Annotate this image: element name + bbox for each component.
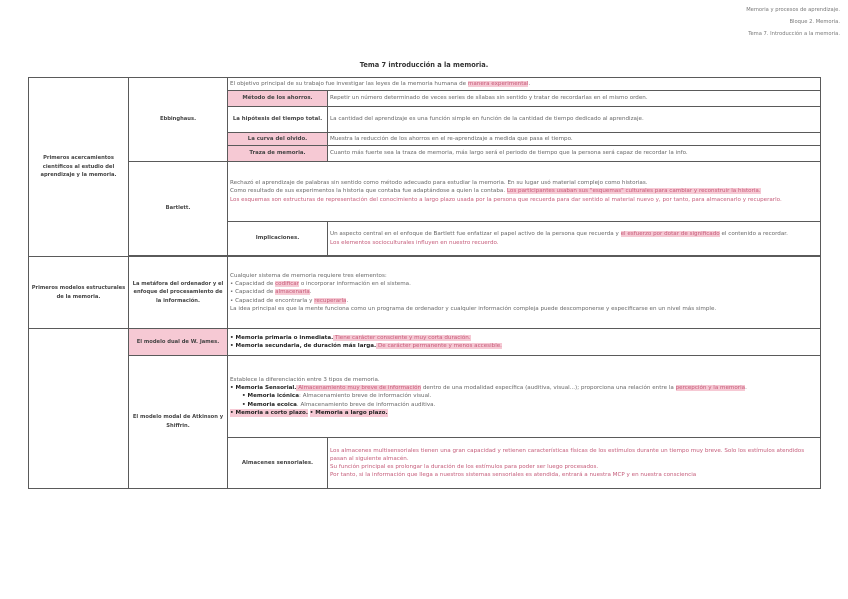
modal-model-description: Establece la diferenciación entre 3 tipos de memoria. • Memoria Sensorial. Almacenamiento muy breve de información dentro de una modalidad específica (auditiva, visual...); proporciona una relación entre la percepción y la memoria. • Memoria icónica: Almacenamiento breve de información visual. • Memoria ecoica. Almacenamiento breve de información auditiva. • Memoria a corto plazo. • Memoria a largo plazo. xyxy=(228,356,821,438)
def-sensory-stores: Los almacenes multisensoriales tienen una gran capacidad y retienen características físicas de los estímulos durante un tiempo muy breve. Solo los estímulos atendidos pasan al siguiente almacén. Su función principal es prolongar la duración de los estímulos para poder ser luego procesados. Por tanto, si la información que llega a nuestros sistemas sensoriales es atendida, entrará a nuestra MCP y en nuestra consciencia xyxy=(328,438,821,489)
section-label-empty xyxy=(29,329,129,489)
author-bartlett: Bartlett. xyxy=(129,162,228,256)
document-header xyxy=(746,4,840,40)
def-total-time-hypothesis: La cantidad del aprendizaje es una función simple en función de la cantidad de tiempo dedicado al aprendizaje. xyxy=(328,107,821,133)
term-savings-method: Método de los ahorros. xyxy=(228,91,328,107)
term-total-time-hypothesis: La hipótesis del tiempo total. xyxy=(228,107,328,133)
computer-metaphor: La metáfora del ordenador y el enfoque del procesamiento de la información. xyxy=(129,257,228,329)
def-savings-method: Repetir un número determinado de veces series de sílabas sin sentido y tratar de recordarlas en el mismo orden. xyxy=(328,91,821,107)
def-memory-trace: Cuanto más fuerte sea la traza de memoria, más largo será el periodo de tiempo que la persona será capaz de recordar la info. xyxy=(328,146,821,162)
summary-table xyxy=(28,77,821,489)
def-forgetting-curve: Muestra la reducción de los ahorros en el re-aprendizaje a medida que pasa el tiempo. xyxy=(328,133,821,146)
computer-metaphor-description: Cualquier sistema de memoria requiere tres elementos: • Capacidad de codificar o incorporar información en el sistema. • Capacidad de almacenarla. • Capacidad de encontrarla y recuperarla. La idea principal es que la mente funciona como un programa de ordenador y cualquier información compleja puede descomponerse y especificarse en un nivel más simple. xyxy=(228,257,821,329)
model-dual-james: El modelo dual de W. James. xyxy=(129,329,228,356)
term-sensory-stores: Almacenes sensoriales. xyxy=(228,438,328,489)
term-memory-trace: Traza de memoria. xyxy=(228,146,328,162)
term-implications: Implicaciones. xyxy=(228,222,328,256)
dual-model-description: • Memoria primaria o inmediata. Tiene carácter consciente y muy corta duración. • Memoria secundaria, de duración más larga. De carácter permanente y menos accesible. xyxy=(228,329,821,356)
def-implications: Un aspecto central en el enfoque de Bartlett fue enfatizar el papel activo de la persona que recuerda y el esfuerzo por dotar de significado el contenido a recordar. Los elementos socioculturales influyen en nuestro recuerdo. xyxy=(328,222,821,256)
header-topic: Tema 7. Introducción a la memoria. xyxy=(748,31,840,37)
page-title: Tema 7 introducción a la memoria. xyxy=(359,61,489,69)
header-block: Bloque 2. Memoria. xyxy=(789,19,840,25)
ebbinghaus-objective: El objetivo principal de su trabajo fue investigar las leyes de la memoria humana de manera experimental. xyxy=(228,78,821,91)
section-label-structural-models: Primeros modelos estructurales de la memoria. xyxy=(29,257,129,329)
section-label-early-approaches: Primeros acercamientos científicos al estudio del aprendizaje y la memoria. xyxy=(29,78,129,257)
bartlett-description: Rechazó el aprendizaje de palabras sin sentido como método adecuado para estudiar la memoria. En su lugar usó material complejo como historias. Como resultado de sus experimentos la historia que contaba fue adaptándose a quien la contaba. Los participantes usaban sus "esquemas" culturales para cambiar y reconstruir la historia. Los esquemas son estructuras de representación del conocimiento a largo plazo usada por la persona que recuerda para dar sentido al material nuevo y, por tanto, para almacenarlo y recuperarlo. xyxy=(228,162,821,222)
model-atkinson-shiffrin: El modelo modal de Atkinson y Shiffrin. xyxy=(129,356,228,489)
author-ebbinghaus: Ebbinghaus. xyxy=(129,78,228,162)
term-forgetting-curve: La curva del olvido. xyxy=(228,133,328,146)
header-course: Memoria y procesos de aprendizaje. xyxy=(746,7,840,13)
